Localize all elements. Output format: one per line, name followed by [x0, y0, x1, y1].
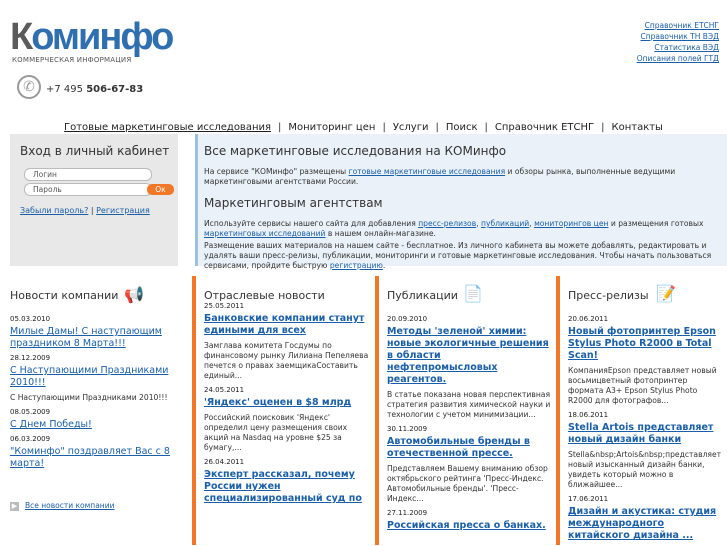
login-input[interactable]: Логин — [24, 168, 152, 181]
marketing-research-link[interactable]: маркетинговых исследований — [204, 229, 326, 238]
nav-etsng[interactable]: Справочник ЕТСНГ — [494, 122, 595, 133]
news-title[interactable]: Банковские компании станут едиными для всех — [204, 313, 365, 336]
arrow-right-icon: ▶ — [11, 502, 18, 510]
forgot-password-link[interactable]: Забыли пароль? — [20, 206, 89, 215]
news-date: 08.05.2009 — [10, 408, 51, 416]
news-date: 26.04.2011 — [204, 458, 245, 466]
news-title[interactable]: С Днем Победы! — [10, 419, 92, 430]
megaphone-icon: 📢 — [124, 285, 144, 304]
news-title[interactable]: Милые Дамы! С наступающим праздником 8 Марта!!! — [10, 326, 162, 349]
release-date: 20.06.2011 — [568, 315, 609, 323]
release-text: КомпанияEpson представляет новый восьмицветный фотопринтер формата A3+ Epson Stylus Photo R2000 для фотографов... — [568, 366, 717, 405]
news-date: 25.05.2011 — [204, 302, 245, 310]
publication-date: 30.11.2009 — [387, 425, 428, 433]
nav-contacts[interactable]: Контакты — [611, 122, 663, 133]
press-releases-column — [556, 276, 727, 545]
release-title[interactable]: Новый фотопринтер Epson Stylus Photo R2000 в Total Scan! — [568, 326, 716, 361]
nav-services[interactable]: Услуги — [392, 122, 429, 133]
publication-title[interactable]: Автомобильные бренды в отечественной прессе. — [387, 436, 530, 459]
top-link-stats[interactable]: Статистика ВЭД — [654, 43, 719, 52]
notepad-pen-icon: 📝 — [656, 284, 676, 303]
password-input[interactable]: Пароль — [24, 183, 152, 196]
nav-prices[interactable]: Мониторинг цен — [288, 122, 376, 133]
top-link-etsng[interactable]: Справочник ЕТСНГ — [644, 21, 719, 30]
release-text: Stella&nbsp;Artois&nbsp;представляет новый изысканный дизайн банки, увидеть который можно в ближайшее... — [568, 450, 722, 489]
industry-news-column — [192, 276, 375, 545]
news-title[interactable]: 'Яндекс' оценен в $8 млрд — [204, 397, 352, 408]
phone-number: +7 495 506-67-83 — [46, 84, 144, 95]
publication-title[interactable]: Методы 'зеленой' химии: новые экологичные решения в области нефтепромысловых реагентов. — [387, 326, 549, 385]
logo-subtitle: КОММЕРЧЕСКАЯ ИНФОРМАЦИЯ — [12, 56, 132, 64]
login-title: Вход в личный кабинет — [20, 144, 170, 158]
research-link[interactable]: готовые маркетинговые исследования — [348, 167, 506, 176]
price-monitoring-link[interactable]: мониторингов цен — [534, 219, 609, 228]
publication-date: 20.09.2010 — [387, 315, 428, 323]
news-date: 06.03.2009 — [10, 435, 51, 443]
news-date: 24.05.2011 — [204, 386, 245, 394]
top-link-gtd[interactable]: Описания полей ГТД — [636, 54, 719, 63]
login-panel: Вход в личный кабинет Логин Пароль Ок Забыли пароль? | Регистрация — [10, 134, 178, 266]
register-link[interactable]: Регистрация — [96, 206, 150, 215]
about-paragraph-3: Размещение ваших материалов на нашем сайте - бесплатное. Из личного кабинета вы можете добавлять, редактировать и удалять ваши пресс-релизы, публикации, мониторинги и готовые маркетинговые исследования. Чтобы начать пользоваться сервисами, пройдите быструю регистрацию. — [204, 241, 712, 270]
industry-news-title: Отраслевые новости — [204, 289, 325, 302]
about-panel — [195, 134, 727, 270]
press-releases-link[interactable]: пресс-релизов — [418, 219, 477, 228]
logo-letter: К — [10, 16, 32, 58]
logo-text: оминфо — [31, 16, 173, 58]
news-title[interactable]: Эксперт рассказал, почему России нужен специализированный суд по — [204, 469, 362, 504]
publications-link[interactable]: публикаций — [481, 219, 530, 228]
release-date: 17.06.2011 — [568, 495, 609, 503]
agencies-title: Маркетинговым агентствам — [204, 196, 383, 210]
publication-text: Представляем Вашему вниманию обзор октябрьского рейтинга 'Пресс-Индекс. Автомобильные бренды'. 'Пресс-Индекс... — [387, 464, 548, 503]
main-nav: Готовые маркетинговые исследования | Мониторинг цен | Услуги | Поиск | Справочник ЕТСНГ | Контакты — [64, 122, 663, 133]
site-logo[interactable] — [10, 18, 172, 56]
phone-icon: ✆ — [17, 75, 41, 99]
news-date: 28.12.2009 — [10, 354, 51, 362]
news-text: Замглава комитета Госдумы по финансовому рынку Лилиана Пепеляева печется о правах заемщикаСоставить единый... — [204, 341, 369, 380]
news-title[interactable]: С Наступающими Праздниками 2010!!! — [10, 365, 169, 388]
publications-column — [375, 276, 556, 545]
publication-date: 27.11.2009 — [387, 509, 428, 517]
about-paragraph-1: На сервисе "КОМинфо" размещены готовые маркетинговые исследования и обзоры рынка, выполненные ведущими маркетинговыми агентствами России. — [204, 167, 676, 186]
news-title[interactable]: "Коминфо" поздравляет Вас с 8 марта! — [10, 446, 170, 469]
publications-title: Публикации — [387, 289, 458, 302]
news-text: С Наступающими Праздниками 2010!!! — [10, 393, 168, 402]
nav-search[interactable]: Поиск — [445, 122, 478, 133]
release-date: 18.06.2011 — [568, 411, 609, 419]
release-title[interactable]: Stella Artois представляет новый дизайн банки — [568, 422, 714, 445]
company-news-column — [0, 276, 192, 545]
press-releases-title: Пресс-релизы — [568, 289, 649, 302]
registration-link[interactable]: регистрацию — [329, 261, 383, 270]
publication-title[interactable]: Российская пресса о банках. — [387, 520, 546, 531]
news-date: 05.03.2010 — [10, 315, 51, 323]
all-company-news-link[interactable]: Все новости компании — [25, 501, 115, 510]
publication-text: В статье показана новая перспективная стратегия развития химической науки и технологии с учетом минимизации... — [387, 390, 551, 419]
nav-research[interactable]: Готовые маркетинговые исследования — [64, 122, 272, 133]
about-title: Все маркетинговые исследования на КОМинфо — [204, 144, 507, 158]
login-ok-button[interactable]: Ок — [147, 184, 174, 195]
documents-icon: 📄 — [463, 284, 483, 303]
news-text: Российский поисковик 'Яндекс' определил цену размещения своих акций на Nasdaq на уровне $25 за бумагу,... — [204, 413, 348, 452]
company-news-title: Новости компании — [10, 289, 119, 302]
release-title[interactable]: Дизайн и акустика: студия международного китайского дизайна ... — [568, 506, 717, 541]
about-paragraph-2: Используйте сервисы нашего сайта для добавления пресс-релизов, публикаций, мониторингов цен и размещения готовых маркетинговых исследований в нашем онлайн-магазине. — [204, 219, 704, 238]
top-link-tnved[interactable]: Справочник ТН ВЭД — [640, 32, 719, 41]
top-links — [637, 20, 719, 64]
